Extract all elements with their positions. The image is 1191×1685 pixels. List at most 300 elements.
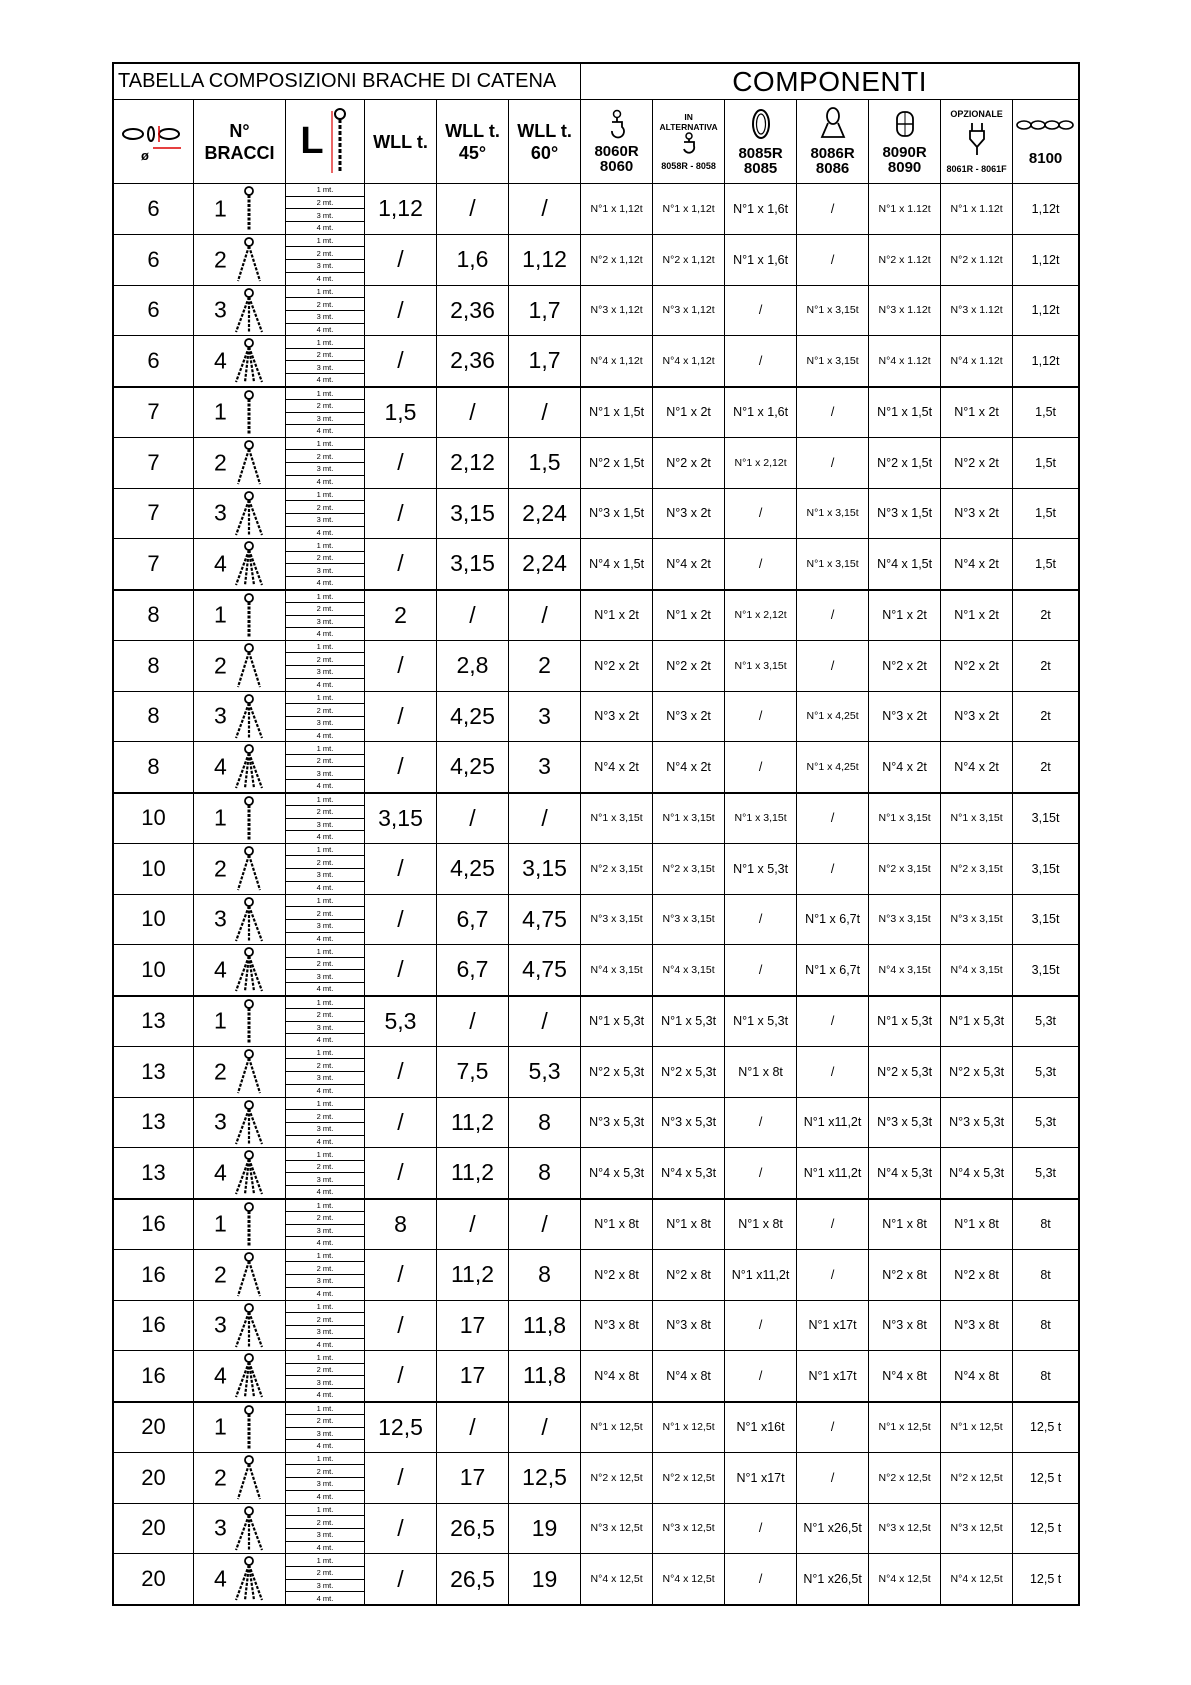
- length-option: 1 mt.: [286, 1504, 364, 1517]
- component-cell-4: N°1 x 4,25t: [797, 691, 869, 742]
- component-cell-5: N°1 x 5,3t: [869, 996, 941, 1047]
- length-option: 2 mt.: [286, 501, 364, 514]
- wll-45-cell: 1,6: [437, 234, 509, 285]
- chain-arm-icon: [232, 186, 266, 234]
- component-cell-1: N°2 x 12,5t: [581, 1452, 653, 1503]
- 4-leg-chain-icon: [232, 947, 266, 993]
- table-row: [114, 590, 1079, 641]
- master-link-sub-assembly-icon: [818, 107, 848, 141]
- 2-leg-chain-icon: [232, 1455, 266, 1501]
- component-cell-5: N°3 x 3,15t: [869, 894, 941, 945]
- arms-number: 4: [214, 347, 227, 374]
- header-wll: [365, 100, 437, 184]
- arms-number: 3: [214, 296, 227, 323]
- wll-60-cell: 19: [509, 1554, 581, 1605]
- chain-arm-icon: [232, 1405, 266, 1453]
- component-cell-4: N°1 x 6,7t: [797, 945, 869, 996]
- length-options-cell: [286, 184, 365, 235]
- component-cell-2: N°4 x 2t: [653, 742, 725, 793]
- wll-60-cell: 19: [509, 1503, 581, 1554]
- component-cell-2: N°1 x 5,3t: [653, 996, 725, 1047]
- wll-cell: 2: [365, 590, 437, 641]
- wll-cell: /: [365, 1249, 437, 1300]
- wll-45-cell: 11,2: [437, 1148, 509, 1199]
- wll-cell: /: [365, 1503, 437, 1554]
- length-option: 1 mt.: [286, 539, 364, 552]
- 4-leg-chain-icon: [232, 1556, 266, 1602]
- component-cell-3: N°1 x 5,3t: [725, 996, 797, 1047]
- length-option: 3 mt.: [286, 1529, 364, 1542]
- 2-leg-chain-icon: [232, 846, 266, 892]
- arms-number: 1: [214, 195, 227, 222]
- chain-diameter-cell: 10: [114, 843, 194, 894]
- length-option: 3 mt.: [286, 767, 364, 780]
- length-option: 3 mt.: [286, 819, 364, 832]
- component-cell-3: /: [725, 1148, 797, 1199]
- wll-cell: 3,15: [365, 793, 437, 844]
- length-option: 4 mt.: [316, 781, 334, 791]
- length-option: 2 mt.: [286, 552, 364, 565]
- 3-leg-chain-icon: [232, 694, 266, 740]
- length-option: 4 mt.: [316, 1289, 334, 1299]
- component-cell-6: N°3 x 5,3t: [941, 1097, 1013, 1148]
- component-cell-2: N°3 x 3,15t: [653, 894, 725, 945]
- length-option: 3 mt.: [286, 1123, 364, 1136]
- component-cell-6: N°4 x 3,15t: [941, 945, 1013, 996]
- length-option: 3 mt.: [286, 1580, 364, 1593]
- chain-diameter-cell: 7: [114, 539, 194, 590]
- table-row: [114, 945, 1079, 996]
- arms-cell: [194, 996, 286, 1047]
- length-option: 2 mt.: [286, 1465, 364, 1478]
- length-option: 1 mt.: [286, 997, 364, 1010]
- table-row: [114, 437, 1079, 488]
- wll-60-cell: 4,75: [509, 945, 581, 996]
- length-option: 4 mt.: [316, 324, 334, 334]
- wll-45-cell: 2,8: [437, 640, 509, 691]
- component-cell-3: /: [725, 1097, 797, 1148]
- table-body: [114, 184, 1079, 1605]
- chain-diameter-icon: [119, 114, 189, 164]
- component-cell-7: 12,5 t: [1013, 1402, 1079, 1453]
- component-cell-2: N°2 x 8t: [653, 1249, 725, 1300]
- single-leg-chain-icon: [232, 999, 266, 1045]
- arms-cell: [194, 1402, 286, 1453]
- length-option: 3 mt.: [286, 1478, 364, 1491]
- coupling-link-icon: [892, 108, 918, 140]
- length-option: 2 mt.: [286, 704, 364, 717]
- length-options-cell: [286, 1199, 365, 1250]
- length-option: 1 mt.: [286, 1250, 364, 1263]
- component-cell-7: 5,3t: [1013, 996, 1079, 1047]
- length-options-cell: [286, 1300, 365, 1351]
- chain-diameter-cell: 20: [114, 1452, 194, 1503]
- length-option: 3 mt.: [286, 666, 364, 679]
- component-cell-1: N°1 x 8t: [581, 1199, 653, 1250]
- arms-cell: [194, 1249, 286, 1300]
- wll-45-cell: 17: [437, 1452, 509, 1503]
- chain-arm-icon: [232, 390, 266, 438]
- length-options-cell: [286, 1452, 365, 1503]
- chain-arm-icon: [232, 593, 266, 641]
- chain-diameter-cell: 7: [114, 437, 194, 488]
- length-option: 3 mt.: [286, 413, 364, 426]
- length-option: 1 mt.: [286, 1200, 364, 1213]
- chain-arm-icon: [232, 1049, 266, 1097]
- arms-number: 1: [214, 1210, 227, 1237]
- length-option: 2 mt.: [286, 247, 364, 260]
- svg-text:ø: ø: [140, 148, 149, 163]
- component-cell-3: N°1 x 3,15t: [725, 793, 797, 844]
- arms-cell: [194, 1046, 286, 1097]
- component-cell-1: N°2 x 5,3t: [581, 1046, 653, 1097]
- component-cell-3: /: [725, 1503, 797, 1554]
- table-row: [114, 1351, 1079, 1402]
- wll-cell: /: [365, 1046, 437, 1097]
- table-row: [114, 1148, 1079, 1199]
- component-cell-6: N°2 x 1.12t: [941, 234, 1013, 285]
- chain-arm-icon: [232, 1100, 266, 1148]
- component-cell-6: N°4 x 1.12t: [941, 336, 1013, 387]
- length-option: 2 mt.: [286, 1110, 364, 1123]
- component-cell-5: N°2 x 1.12t: [869, 234, 941, 285]
- length-option: 2 mt.: [286, 1059, 364, 1072]
- length-options-cell: [286, 1503, 365, 1554]
- length-options-cell: [286, 1148, 365, 1199]
- component-cell-5: N°4 x 2t: [869, 742, 941, 793]
- single-leg-chain-icon: [232, 1202, 266, 1248]
- arms-number: 4: [214, 550, 227, 577]
- header-wll-label: WLL t.: [373, 131, 428, 152]
- component-cell-2: N°2 x 2t: [653, 640, 725, 691]
- chain-sling-table-sheet: [112, 62, 1080, 1606]
- component-cell-3: /: [725, 1300, 797, 1351]
- arms-number: 2: [214, 246, 227, 273]
- component-cell-6: N°4 x 12,5t: [941, 1554, 1013, 1605]
- arms-number: 3: [214, 1311, 227, 1338]
- length-options-cell: [286, 488, 365, 539]
- component-cell-3: /: [725, 1554, 797, 1605]
- component-cell-5: N°1 x 12,5t: [869, 1402, 941, 1453]
- header-c2-note1: IN: [684, 112, 693, 122]
- component-cell-2: N°1 x 1,12t: [653, 184, 725, 235]
- table-row: [114, 539, 1079, 590]
- component-cell-2: N°3 x 8t: [653, 1300, 725, 1351]
- arms-number: 4: [214, 1565, 227, 1592]
- component-cell-7: 12,5 t: [1013, 1452, 1079, 1503]
- table-row: [114, 742, 1079, 793]
- component-cell-7: 1,12t: [1013, 336, 1079, 387]
- wll-60-cell: 2,24: [509, 539, 581, 590]
- component-cell-3: N°1 x 8t: [725, 1046, 797, 1097]
- length-option: 3 mt.: [286, 209, 364, 222]
- length-option: 2 mt.: [286, 349, 364, 362]
- component-cell-2: N°1 x 8t: [653, 1199, 725, 1250]
- chain-icon: [1016, 118, 1076, 132]
- component-cell-5: N°2 x 2t: [869, 640, 941, 691]
- component-cell-4: N°1 x17t: [797, 1300, 869, 1351]
- component-cell-2: N°3 x 2t: [653, 691, 725, 742]
- length-option: 1 mt.: [286, 1098, 364, 1111]
- arms-number: 2: [214, 652, 227, 679]
- component-cell-6: N°3 x 8t: [941, 1300, 1013, 1351]
- header-c3-line1: 8085R: [738, 145, 783, 162]
- component-cell-1: N°4 x 5,3t: [581, 1148, 653, 1199]
- component-cell-6: N°3 x 2t: [941, 691, 1013, 742]
- length-option: 4 mt.: [316, 1136, 334, 1146]
- wll-cell: 8: [365, 1199, 437, 1250]
- chain-diameter-cell: 13: [114, 1148, 194, 1199]
- wll-60-cell: 8: [509, 1249, 581, 1300]
- length-option: 3 mt.: [286, 1326, 364, 1339]
- arms-number: 2: [214, 1261, 227, 1288]
- component-cell-2: N°2 x 12,5t: [653, 1452, 725, 1503]
- component-cell-5: N°1 x 1,5t: [869, 387, 941, 438]
- header-diameter: [114, 100, 194, 184]
- length-options-cell: [286, 894, 365, 945]
- header-component-8100: [1013, 100, 1079, 184]
- wll-45-cell: 17: [437, 1300, 509, 1351]
- header-component-8061: [941, 100, 1013, 184]
- chain-diameter-cell: 13: [114, 1046, 194, 1097]
- arms-number: 3: [214, 702, 227, 729]
- single-leg-chain-icon: [232, 593, 266, 639]
- table-row: [114, 1097, 1079, 1148]
- header-c2-note2: ALTERNATIVA: [659, 122, 718, 132]
- component-cell-1: N°1 x 3,15t: [581, 793, 653, 844]
- chain-diameter-cell: 20: [114, 1554, 194, 1605]
- component-cell-2: N°2 x 3,15t: [653, 843, 725, 894]
- length-option: 1 mt.: [286, 945, 364, 958]
- component-cell-5: N°3 x 12,5t: [869, 1503, 941, 1554]
- 2-leg-chain-icon: [232, 643, 266, 689]
- table-row: [114, 1300, 1079, 1351]
- length-option: 4 mt.: [316, 1339, 334, 1349]
- component-cell-3: N°1 x 2,12t: [725, 590, 797, 641]
- component-cell-4: /: [797, 387, 869, 438]
- component-cell-4: /: [797, 843, 869, 894]
- wll-45-cell: 11,2: [437, 1249, 509, 1300]
- length-option: 4 mt.: [316, 933, 334, 943]
- component-cell-4: /: [797, 793, 869, 844]
- length-option: 1 mt.: [286, 1351, 364, 1364]
- length-option: 1 mt.: [286, 438, 364, 451]
- component-cell-3: N°1 x16t: [725, 1402, 797, 1453]
- length-option: 1 mt.: [286, 235, 364, 248]
- length-option: 4 mt.: [316, 730, 334, 740]
- wll-45-cell: 6,7: [437, 894, 509, 945]
- length-option: 4 mt.: [316, 883, 334, 893]
- component-cell-5: N°1 x 3,15t: [869, 793, 941, 844]
- length-option: 2 mt.: [286, 1364, 364, 1377]
- component-cell-4: /: [797, 437, 869, 488]
- wll-cell: /: [365, 894, 437, 945]
- length-option: 3 mt.: [286, 616, 364, 629]
- chain-arm-icon: [232, 1353, 266, 1401]
- wll-45-cell: 2,36: [437, 336, 509, 387]
- component-cell-2: N°2 x 5,3t: [653, 1046, 725, 1097]
- component-cell-4: /: [797, 1452, 869, 1503]
- component-cell-6: N°2 x 3,15t: [941, 843, 1013, 894]
- header-component-8060: [581, 100, 653, 184]
- wll-cell: 1,12: [365, 184, 437, 235]
- wll-cell: /: [365, 285, 437, 336]
- wll-45-cell: /: [437, 184, 509, 235]
- wll-cell: /: [365, 1351, 437, 1402]
- arms-cell: [194, 336, 286, 387]
- component-cell-1: N°4 x 2t: [581, 742, 653, 793]
- wll-45-cell: 4,25: [437, 691, 509, 742]
- wll-cell: /: [365, 691, 437, 742]
- header-c1-line2: 8060: [599, 158, 634, 175]
- length-option: 4 mt.: [316, 578, 334, 588]
- shortening-hook-icon: [964, 119, 990, 159]
- component-cell-2: N°4 x 2t: [653, 539, 725, 590]
- table-title: TABELLA COMPOSIZIONI BRACHE DI CATENA: [114, 64, 581, 100]
- component-cell-3: N°1 x17t: [725, 1452, 797, 1503]
- header-wll60-line2: 60°: [530, 142, 559, 163]
- length-options-cell: [286, 590, 365, 641]
- length-option: 1 mt.: [286, 1301, 364, 1314]
- length-option: 3 mt.: [286, 1072, 364, 1085]
- length-option: 2 mt.: [286, 958, 364, 971]
- chain-diameter-cell: 7: [114, 488, 194, 539]
- length-option: 1 mt.: [286, 388, 364, 401]
- wll-cell: /: [365, 437, 437, 488]
- sling-composition-table: [113, 63, 1079, 1605]
- length-options-cell: [286, 1554, 365, 1605]
- chain-arm-icon: [232, 541, 266, 589]
- component-cell-4: /: [797, 184, 869, 235]
- arms-number: 3: [214, 499, 227, 526]
- component-cell-3: N°1 x 8t: [725, 1199, 797, 1250]
- arms-number: 1: [214, 1413, 227, 1440]
- arms-cell: [194, 1300, 286, 1351]
- chain-diameter-cell: 10: [114, 945, 194, 996]
- wll-45-cell: 17: [437, 1351, 509, 1402]
- component-cell-1: N°4 x 3,15t: [581, 945, 653, 996]
- component-cell-2: N°1 x 2t: [653, 590, 725, 641]
- wll-60-cell: 11,8: [509, 1300, 581, 1351]
- length-option: 3 mt.: [286, 1225, 364, 1238]
- length-chain-icon: [330, 107, 350, 177]
- arms-number: 2: [214, 449, 227, 476]
- chain-diameter-cell: 16: [114, 1300, 194, 1351]
- component-cell-4: N°1 x 4,25t: [797, 742, 869, 793]
- component-cell-7: 8t: [1013, 1249, 1079, 1300]
- 3-leg-chain-icon: [232, 1506, 266, 1552]
- chain-arm-icon: [232, 1252, 266, 1300]
- chain-arm-icon: [232, 491, 266, 539]
- wll-cell: /: [365, 336, 437, 387]
- chain-arm-icon: [232, 288, 266, 336]
- length-option: 4 mt.: [316, 680, 334, 690]
- wll-cell: /: [365, 234, 437, 285]
- chain-arm-icon: [232, 643, 266, 691]
- length-option: 4 mt.: [316, 477, 334, 487]
- wll-cell: /: [365, 843, 437, 894]
- wll-45-cell: 2,36: [437, 285, 509, 336]
- header-c6-code: 8061R - 8061F: [946, 164, 1007, 174]
- header-wll-60: [509, 100, 581, 184]
- header-c2-code: 8058R - 8058: [661, 161, 716, 171]
- chain-diameter-cell: 13: [114, 1097, 194, 1148]
- length-option: 2 mt.: [286, 806, 364, 819]
- component-cell-4: N°1 x 3,15t: [797, 285, 869, 336]
- component-cell-5: N°4 x 1,5t: [869, 539, 941, 590]
- 3-leg-chain-icon: [232, 491, 266, 537]
- component-cell-1: N°3 x 5,3t: [581, 1097, 653, 1148]
- length-option: 2 mt.: [286, 298, 364, 311]
- length-option: 2 mt.: [286, 856, 364, 869]
- length-option: 1 mt.: [286, 489, 364, 502]
- length-option: 3 mt.: [286, 1428, 364, 1441]
- component-cell-6: N°1 x 2t: [941, 387, 1013, 438]
- component-cell-5: N°4 x 8t: [869, 1351, 941, 1402]
- wll-cell: /: [365, 488, 437, 539]
- header-component-8090: [869, 100, 941, 184]
- chain-arm-icon: [232, 1455, 266, 1503]
- component-cell-6: N°4 x 2t: [941, 742, 1013, 793]
- component-cell-6: N°1 x 8t: [941, 1199, 1013, 1250]
- length-option: 3 mt.: [286, 920, 364, 933]
- length-option: 4 mt.: [316, 629, 334, 639]
- component-cell-1: N°1 x 1,5t: [581, 387, 653, 438]
- 3-leg-chain-icon: [232, 897, 266, 943]
- component-cell-6: N°4 x 5,3t: [941, 1148, 1013, 1199]
- component-cell-5: N°3 x 2t: [869, 691, 941, 742]
- component-cell-7: 8t: [1013, 1351, 1079, 1402]
- wll-cell: /: [365, 1097, 437, 1148]
- table-row: [114, 1199, 1079, 1250]
- component-cell-3: /: [725, 539, 797, 590]
- wll-60-cell: 1,7: [509, 336, 581, 387]
- length-option: 1 mt.: [286, 286, 364, 299]
- header-c4-line2: 8086: [815, 160, 850, 177]
- wll-45-cell: 4,25: [437, 843, 509, 894]
- wll-45-cell: 7,5: [437, 1046, 509, 1097]
- component-cell-2: N°4 x 3,15t: [653, 945, 725, 996]
- component-cell-6: N°1 x 12,5t: [941, 1402, 1013, 1453]
- header-length-label: L: [300, 120, 324, 162]
- component-cell-7: 1,5t: [1013, 387, 1079, 438]
- component-cell-3: /: [725, 945, 797, 996]
- length-options-cell: [286, 1351, 365, 1402]
- arms-cell: [194, 691, 286, 742]
- length-option: 2 mt.: [286, 450, 364, 463]
- component-cell-2: N°2 x 2t: [653, 437, 725, 488]
- arms-cell: [194, 590, 286, 641]
- length-options-cell: [286, 1097, 365, 1148]
- length-option: 1 mt.: [286, 336, 364, 349]
- length-option: 1 mt.: [286, 1453, 364, 1466]
- component-cell-1: N°4 x 1,12t: [581, 336, 653, 387]
- wll-cell: /: [365, 1554, 437, 1605]
- length-options-cell: [286, 437, 365, 488]
- chain-diameter-cell: 13: [114, 996, 194, 1047]
- header-component-8086: [797, 100, 869, 184]
- arms-number: 2: [214, 1464, 227, 1491]
- length-options-cell: [286, 234, 365, 285]
- length-option: 1 mt.: [286, 1554, 364, 1567]
- table-row: [114, 234, 1079, 285]
- component-cell-1: N°2 x 2t: [581, 640, 653, 691]
- 3-leg-chain-icon: [232, 1303, 266, 1349]
- chain-diameter-cell: 8: [114, 640, 194, 691]
- wll-60-cell: /: [509, 387, 581, 438]
- length-option: 1 mt.: [286, 844, 364, 857]
- chain-arm-icon: [232, 897, 266, 945]
